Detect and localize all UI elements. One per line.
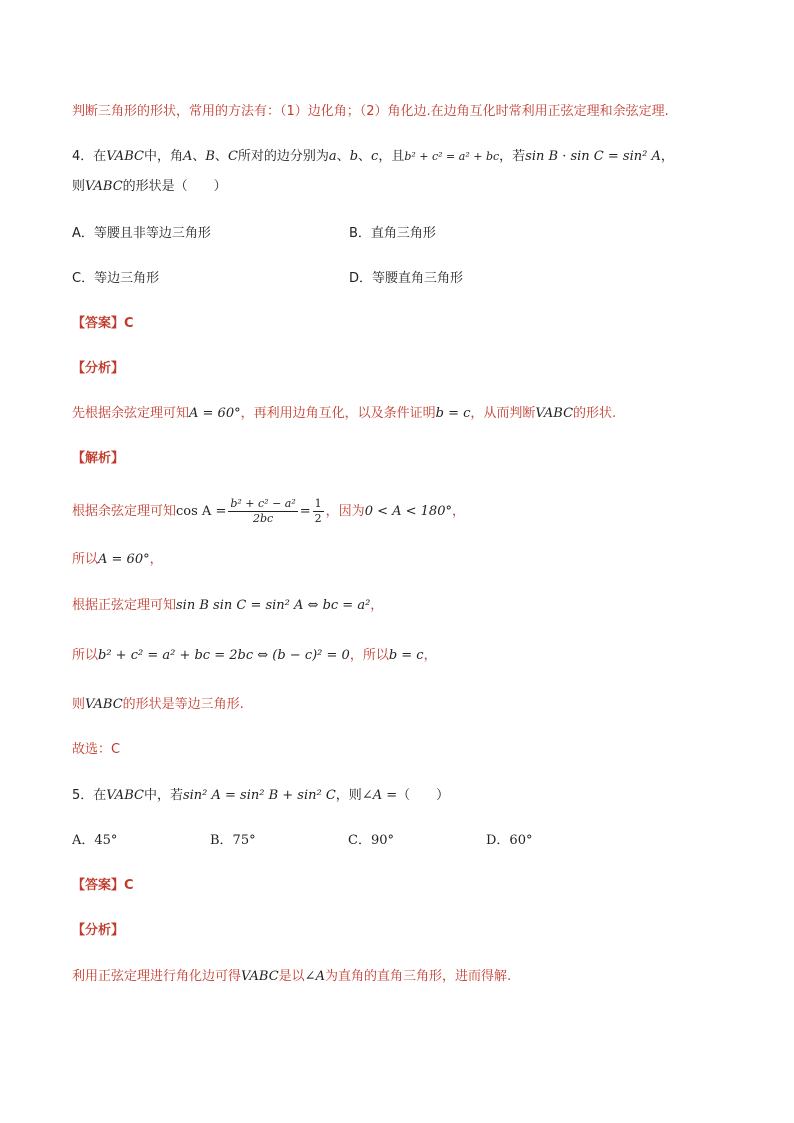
q5-number: 5． bbox=[72, 788, 94, 803]
analysis-triangle: VABC bbox=[241, 969, 279, 984]
q4-text: 所对的边分别为 bbox=[237, 149, 329, 164]
q5-option-d: D．60° bbox=[486, 833, 533, 848]
analysis-text: 为直角的直角三角形，进而得解. bbox=[324, 969, 512, 984]
q4-condition: sin B · sin C = sin² A bbox=[525, 149, 661, 164]
q4-var: B bbox=[205, 149, 215, 164]
q4-text: 、 bbox=[214, 149, 228, 164]
solution-math: b = c bbox=[388, 648, 424, 663]
q4-option-a: A．等腰且非等边三角形 bbox=[72, 226, 211, 241]
solution-text: 根据余弦定理可知 bbox=[72, 504, 177, 519]
analysis-tag: 【分析】 bbox=[72, 361, 125, 376]
q4-var: c bbox=[371, 149, 379, 164]
solution-math: b² + c² = a² + bc = 2bc ⇔ (b − c)² = 0 bbox=[98, 648, 350, 663]
q5-angle: ∠A = bbox=[361, 788, 398, 803]
q5-text: 中，若 bbox=[143, 788, 183, 803]
q5-option-c: C．90° bbox=[348, 833, 394, 848]
q4-stem-line2 bbox=[72, 177, 227, 197]
solution-math: sin B sin C = sin² A ⇔ bc = a² bbox=[176, 598, 371, 613]
solution-text: 所以 bbox=[72, 648, 99, 663]
q4-solution-line3 bbox=[72, 596, 383, 616]
fraction-numerator: b² + c² − a² bbox=[230, 497, 296, 510]
q4-triangle: VABC bbox=[85, 179, 123, 194]
answer-tag: 【答案】 bbox=[72, 316, 125, 331]
choice-text: 故选： bbox=[72, 742, 112, 757]
q5-analysis-tag bbox=[72, 921, 124, 941]
analysis-triangle: VABC bbox=[535, 406, 574, 421]
solution-text: 所以 bbox=[72, 552, 99, 567]
q5-answer bbox=[72, 876, 134, 896]
q4-stem-line1 bbox=[72, 147, 674, 167]
q4-option-b: B．直角三角形 bbox=[349, 226, 436, 241]
fraction-denominator: 2 bbox=[314, 512, 322, 525]
q4-solution-line5 bbox=[72, 695, 244, 715]
analysis-text: 的形状. bbox=[573, 406, 617, 421]
q4-analysis-tag bbox=[72, 359, 124, 379]
solution-text: ，因为 bbox=[325, 504, 365, 519]
q4-text: 中，角 bbox=[143, 149, 183, 164]
analysis-text: ，再利用边角互化，以及条件证明 bbox=[240, 406, 436, 421]
q4-var: A bbox=[182, 149, 193, 164]
q5-option-b: B．75° bbox=[210, 833, 256, 848]
q5-text: 在 bbox=[93, 788, 107, 803]
q4-text: 在 bbox=[93, 149, 107, 164]
solution-text: 根据正弦定理可知 bbox=[72, 598, 177, 613]
solution-text: ， bbox=[423, 648, 437, 663]
solution-text: ， bbox=[451, 504, 465, 519]
q4-text: 则 bbox=[72, 179, 86, 194]
q5-triangle: VABC bbox=[106, 788, 144, 803]
q5-text: ，则 bbox=[335, 788, 362, 803]
q4-text: ， bbox=[660, 149, 674, 164]
q4-condition: b² + c² = a² + bc bbox=[404, 150, 500, 163]
solution-math: 0 < A < 180° bbox=[364, 504, 452, 519]
solution-text: ，所以 bbox=[349, 648, 389, 663]
q4-var: b bbox=[349, 149, 359, 164]
q5-condition: sin² A = sin² B + sin² C bbox=[182, 788, 336, 803]
solution-math: A = 60° bbox=[98, 552, 150, 567]
solution-math: cos A = bbox=[176, 504, 227, 519]
analysis-math: A = 60° bbox=[189, 406, 241, 421]
q4-solution-line4 bbox=[72, 646, 437, 666]
q5-stem bbox=[72, 786, 449, 806]
q4-option-d: D．等腰直角三角形 bbox=[349, 271, 464, 286]
q5-text: （ ） bbox=[397, 788, 450, 803]
answer-tag: 【答案】 bbox=[72, 878, 125, 893]
q4-solution-line1 bbox=[72, 496, 465, 528]
analysis-text: ，从而判断 bbox=[470, 406, 536, 421]
analysis-text: 是以 bbox=[278, 969, 305, 984]
solution-text: ， bbox=[149, 552, 163, 567]
intro-note bbox=[72, 102, 669, 122]
fraction-numerator: 1 bbox=[314, 497, 322, 510]
q4-text: 、 bbox=[192, 149, 206, 164]
q4-number: 4． bbox=[72, 149, 94, 164]
q4-solution-tag bbox=[72, 449, 124, 469]
solution-text: ， bbox=[370, 598, 384, 613]
analysis-text: 先根据余弦定理可知 bbox=[72, 406, 190, 421]
answer-value: C bbox=[124, 316, 134, 331]
q4-text: 、 bbox=[336, 149, 350, 164]
solution-tag: 【解析】 bbox=[72, 451, 125, 466]
q4-analysis bbox=[72, 404, 616, 424]
q4-text: ，且 bbox=[378, 149, 405, 164]
choice-value: C bbox=[111, 742, 121, 757]
analysis-text: 利用正弦定理进行角化边可得 bbox=[72, 969, 242, 984]
q5-option-a: A．45° bbox=[72, 833, 118, 848]
intro-text: 判断三角形的形状，常用的方法有：（1）边化角；（2）角化边.在边角互化时常利用正弦定理和余弦定理. bbox=[72, 104, 669, 119]
solution-math: = bbox=[299, 504, 311, 519]
answer-value: C bbox=[124, 878, 134, 893]
analysis-tag: 【分析】 bbox=[72, 923, 125, 938]
q4-choice bbox=[72, 740, 120, 760]
q5-analysis bbox=[72, 967, 511, 987]
solution-text: 则 bbox=[72, 697, 86, 712]
fraction-cosine bbox=[228, 497, 297, 526]
analysis-math: b = c bbox=[435, 406, 471, 421]
analysis-angle: ∠A bbox=[304, 969, 325, 984]
q4-answer bbox=[72, 314, 134, 334]
fraction-denominator: 2bc bbox=[252, 512, 274, 525]
q4-var: a bbox=[328, 149, 337, 164]
fraction-half bbox=[313, 497, 324, 526]
q4-triangle: VABC bbox=[106, 149, 144, 164]
q4-text: ，若 bbox=[499, 149, 526, 164]
q4-text: 、 bbox=[358, 149, 372, 164]
q4-text: 的形状是（ ） bbox=[122, 179, 227, 194]
solution-triangle: VABC bbox=[85, 697, 123, 712]
q4-solution-line2 bbox=[72, 550, 163, 570]
solution-text: 的形状是等边三角形. bbox=[122, 697, 244, 712]
q4-var: C bbox=[227, 149, 238, 164]
q4-option-c: C．等边三角形 bbox=[72, 271, 160, 286]
